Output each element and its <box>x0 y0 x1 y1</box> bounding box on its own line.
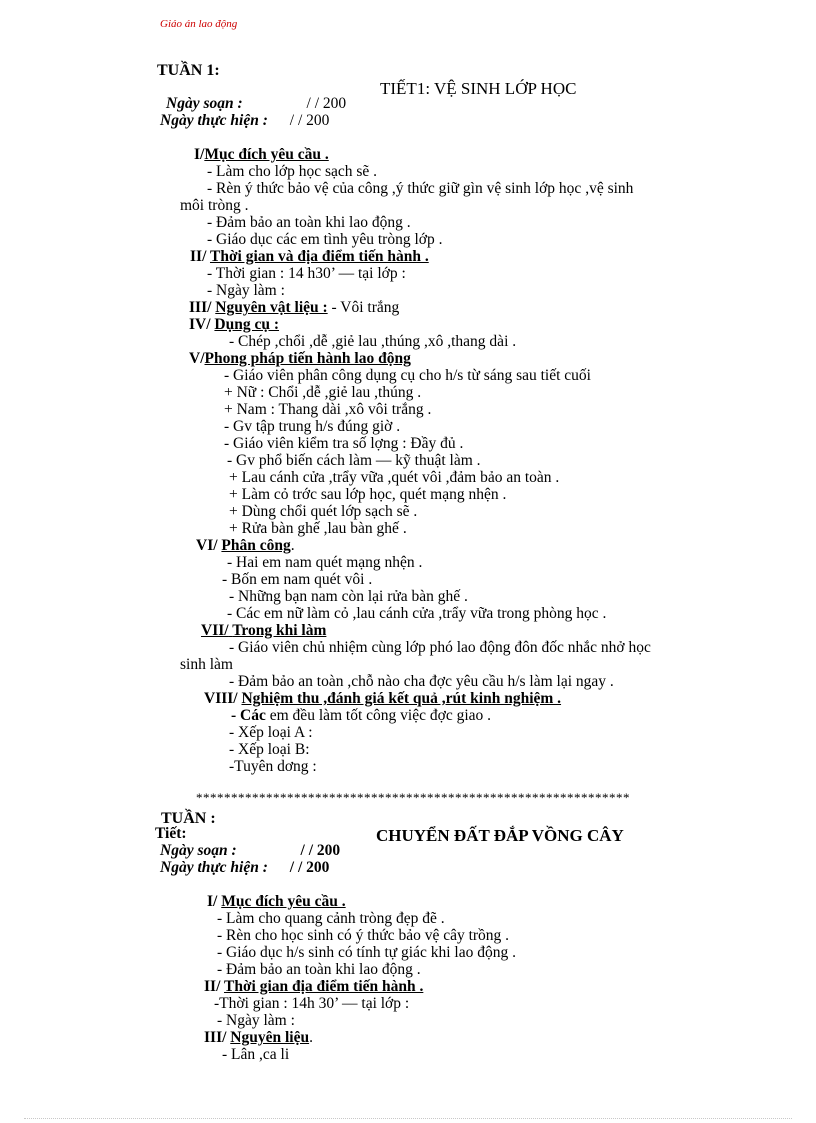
list-item: - Ngày làm : <box>207 282 285 299</box>
list-item: + Nữ : Chổi ,dễ ,giẻ lau ,thúng . <box>224 384 422 401</box>
section-number: III/ <box>189 299 212 316</box>
list-item: - Xếp loại B: <box>229 741 310 758</box>
section-title: Thời gian và địa điểm tiến hành . <box>209 248 429 265</box>
l1-section-2-heading <box>190 248 429 265</box>
list-item: - Ngày làm : <box>217 1012 295 1029</box>
list-item: - Các em nữ làm cỏ ,lau cánh cửa ,trẩy vữa trong phòng học . <box>227 605 607 622</box>
section-title: Phân công <box>221 537 291 554</box>
prep-date-label: Ngày soạn : <box>166 95 243 112</box>
exec-date-value: / / 200 <box>289 112 330 129</box>
lesson1-week: TUẦN 1: <box>157 62 220 79</box>
section-title: Nguyên liệu <box>230 1029 310 1046</box>
section-number: VII/ <box>201 622 229 639</box>
l1-section-4-heading <box>189 316 279 333</box>
page-bottom-rule <box>24 1118 792 1119</box>
week-label: TUẦN : <box>161 810 216 827</box>
l1-section-5-heading <box>189 350 411 367</box>
lesson2-period: Tiết: <box>155 825 187 842</box>
list-item: - Xếp loại A : <box>229 724 313 741</box>
list-item: - Giáo dục h/s sinh có tính tự giác khi lao động . <box>217 944 516 961</box>
list-item: - Làm cho quang cảnh tròng đẹp đẽ . <box>217 910 445 927</box>
section-title: Nguyên vật liệu : <box>215 299 328 316</box>
lesson1-exec-date <box>160 112 329 129</box>
exec-date-value: / / 200 <box>289 859 330 876</box>
list-item: - Giáo viên kiểm tra số lợng : Đầy đủ . <box>224 435 464 452</box>
list-item: - Đảm bảo an toàn khi lao động . <box>207 214 411 231</box>
lesson2-prep-date <box>160 842 340 859</box>
l1-section-3-heading <box>189 299 399 316</box>
list-item: sinh làm <box>180 656 233 673</box>
l2-section-1-heading <box>207 893 346 910</box>
list-item: - Chép ,chổi ,dễ ,giẻ lau ,thúng ,xô ,thang dài . <box>229 333 517 350</box>
list-item: - Đảm bảo an toàn ,chỗ nào cha đợc yêu cầu h/s làm lại ngay . <box>229 673 614 690</box>
l2-section-2-heading <box>204 978 423 995</box>
l2-section-3-heading <box>204 1029 313 1046</box>
list-item: - Rèn ý thức bảo vệ của công ,ý thức giữ gìn vệ sinh lớp học ,vệ sinh <box>207 180 634 197</box>
list-item: - Bốn em nam quét vôi . <box>222 571 373 588</box>
list-item: -Tuyên dơng : <box>229 758 317 775</box>
section-number: II/ <box>204 978 221 995</box>
list-item <box>231 707 491 724</box>
l1-section-1-heading <box>194 146 329 163</box>
list-item: - Những bạn nam còn lại rửa bàn ghế . <box>229 588 468 605</box>
l1-section-7-heading <box>201 622 326 639</box>
list-item: - Làm cho lớp học sạch sẽ . <box>207 163 378 180</box>
section-title: Trong khi làm <box>232 622 327 639</box>
section-title: Nghiệm thu ,đánh giá kết quả ,rút kinh nghiệm . <box>241 690 562 707</box>
section-number: III/ <box>204 1029 227 1046</box>
list-item: - Gv phổ biến cách làm — kỹ thuật làm . <box>227 452 481 469</box>
l1-section-6-heading <box>196 537 295 554</box>
section-number: VI/ <box>196 537 218 554</box>
lesson2-title: CHUYỂN ĐẤT ĐẮP VỒNG CÂY <box>376 826 624 845</box>
list-item: - Rèn cho học sinh có ý thức bảo vệ cây trồng . <box>217 927 510 944</box>
list-item: - Giáo viên phân công dụng cụ cho h/s từ sáng sau tiết cuối <box>224 367 591 384</box>
list-item-lead: - Các <box>231 707 266 724</box>
list-item: - Gv tập trung h/s đúng giờ . <box>224 418 401 435</box>
list-item: - Đảm bảo an toàn khi lao động . <box>217 961 421 978</box>
list-item: + Rửa bàn ghế ,lau bàn ghế . <box>229 520 407 537</box>
section-title: Thời gian địa điểm tiến hành . <box>223 978 424 995</box>
prep-date-value: / / 200 <box>300 842 341 859</box>
list-item: - Thời gian : 14 h30’ — tại lớp : <box>207 265 406 282</box>
lesson1-prep-date <box>166 95 346 112</box>
list-item: + Dùng chổi quét lớp sạch sẽ . <box>229 503 418 520</box>
star-separator: ************************************************************** <box>196 790 630 805</box>
section-title: Dụng cụ : <box>214 316 280 333</box>
section-number: II/ <box>190 248 207 265</box>
list-item: - Hai em nam quét mạng nhện . <box>227 554 423 571</box>
exec-date-label: Ngày thực hiện : <box>160 112 268 129</box>
section-number: IV/ <box>189 316 211 333</box>
list-item: - Lân ,ca li <box>222 1046 290 1063</box>
list-item: + Lau cánh cửa ,trẩy vữa ,quét vôi ,đảm bảo an toàn . <box>229 469 560 486</box>
section-title: Phong pháp tiến hành lao động <box>204 350 411 367</box>
list-item: môi tròng . <box>180 197 249 214</box>
section-number: I/ <box>194 146 205 163</box>
running-header: Giáo án lao động <box>160 18 238 30</box>
list-item: + Làm cỏ trớc sau lớp học, quét mạng nhện . <box>229 486 507 503</box>
section-number: VIII/ <box>204 690 238 707</box>
prep-date-label: Ngày soạn : <box>160 842 237 859</box>
section-number: I/ <box>207 893 218 910</box>
list-item: - Giáo dục các em tình yêu tròng lớp . <box>207 231 443 248</box>
list-item-text: em đều làm tốt công việc đợc giao . <box>265 707 492 724</box>
prep-date-value: / / 200 <box>306 95 347 112</box>
section-suffix: . <box>309 1029 313 1046</box>
section-title: Mục đích yêu cầu . <box>221 893 346 910</box>
lesson1-title: TIẾT1: VỆ SINH LỚP HỌC <box>380 79 577 98</box>
lesson2-exec-date <box>160 859 329 876</box>
list-item: -Thời gian : 14h 30’ — tại lớp : <box>214 995 410 1012</box>
section-number: V/ <box>189 350 205 367</box>
exec-date-label: Ngày thực hiện : <box>160 859 268 876</box>
section-text: - Vôi trắng <box>331 299 400 316</box>
section-title: Mục đích yêu cầu . <box>204 146 329 163</box>
l1-section-8-heading <box>204 690 561 707</box>
list-item: - Giáo viên chủ nhiệm cùng lớp phó lao động đôn đốc nhắc nhở học <box>229 639 651 656</box>
list-item: + Nam : Thang dài ,xô vôi trắng . <box>224 401 432 418</box>
section-suffix: . <box>290 537 295 554</box>
